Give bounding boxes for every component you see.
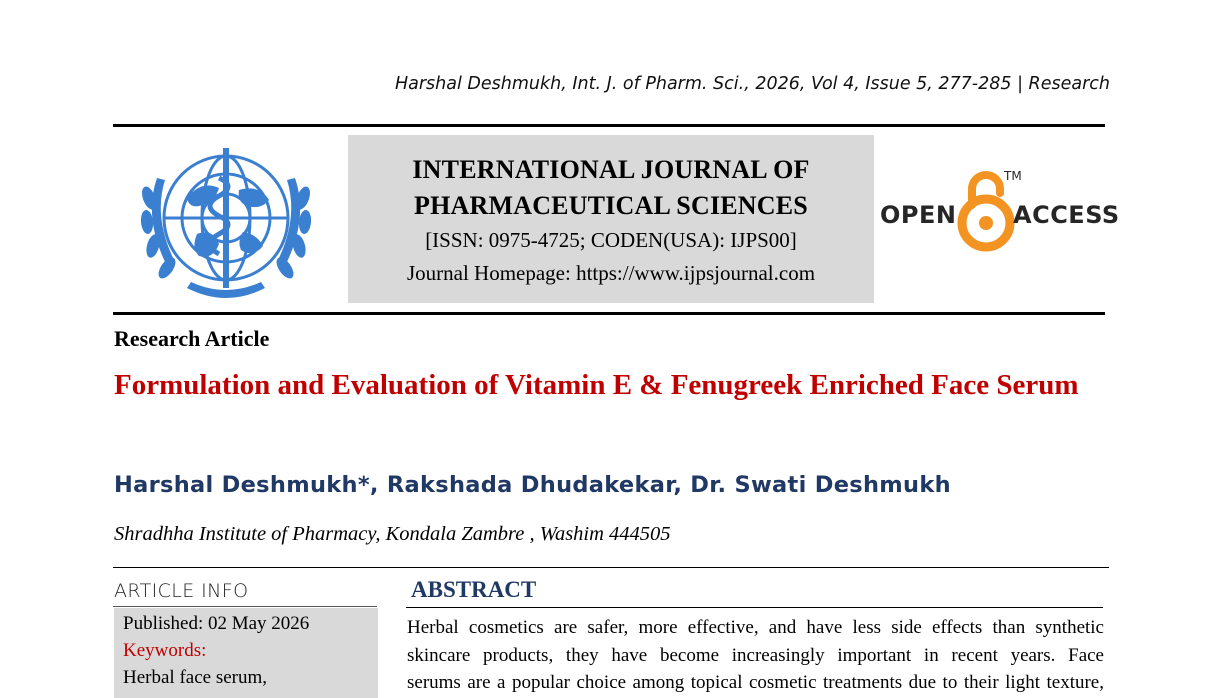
abstract-line: serums are a popular choice among topical cosmetic treatments due to their light texture, [407,672,1104,693]
article-type: Research Article [114,326,270,351]
affiliation: Shradhha Institute of Pharmacy, Kondala Zambre , Washim 444505 [114,523,671,545]
abstract-line: Herbal cosmetics are safer, more effective, and have less side effects than synthetic [407,617,1104,638]
journal-banner [348,135,874,303]
section-divider [113,567,1109,568]
author-list: Harshal Deshmukh*, Rakshada Dhudakekar, Dr. Swati Deshmukh [114,472,951,498]
abstract-line: skincare products, they have become increasingly important in recent years. Face [407,644,1104,666]
journal-homepage: Journal Homepage: https://www.ijpsjournal.com [406,261,816,285]
journal-title-line2: PHARMACEUTICAL SCIENCES [414,191,808,220]
abstract-rule [406,607,1103,608]
open-access-right-text: ACCESS [1013,201,1120,229]
keywords-label: Keywords: [123,640,207,661]
open-access-logo [880,165,1120,255]
article-info-heading: ARTICLE INFO [114,580,249,602]
article-info-box [114,608,378,698]
published-date: Published: 02 May 2026 [123,613,310,634]
keywords-list: Herbal face serum, [123,667,268,688]
trademark-mark: TM [1004,169,1022,183]
abstract-body [407,614,1104,697]
who-emblem-icon [127,138,325,306]
paper-title: Formulation and Evaluation of Vitamin E & Fenugreek Enriched Face Serum [114,369,1079,401]
journal-title-line1: INTERNATIONAL JOURNAL OF [412,155,810,184]
banner-bottom-rule [113,312,1105,315]
abstract-heading: ABSTRACT [411,577,537,602]
citation-header: Harshal Deshmukh, Int. J. of Pharm. Sci., 2026, Vol 4, Issue 5, 277-285 | Research [394,74,1110,94]
journal-issn: [ISSN: 0975-4725; CODEN(USA): IJPS00] [425,228,797,252]
open-access-left-text: OPEN [880,201,957,229]
top-rule [113,124,1105,127]
article-info-rule [113,606,377,607]
